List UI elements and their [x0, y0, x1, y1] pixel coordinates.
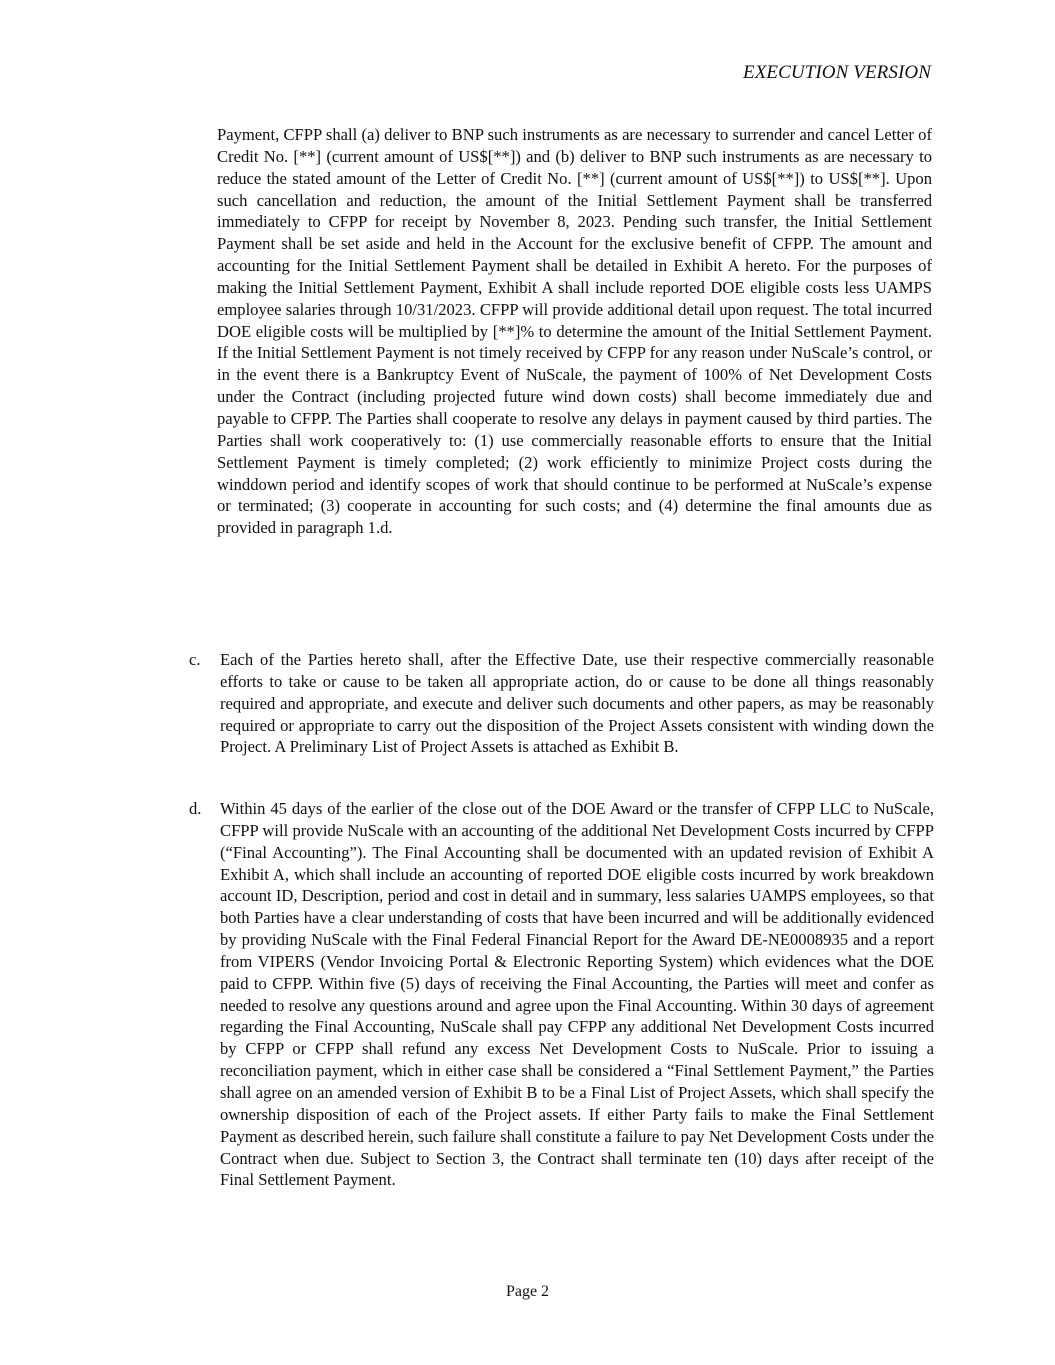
list-text-c: Each of the Parties hereto shall, after the Effective Date, use their respective commercially reasonable efforts to take or cause to be taken all appropriate action, do or cause to be done all things reasonably required and appropriate, and execute and deliver such documents and other papers, as may be reasonably required or appropriate to carry out the disposition of the Project Assets consistent with winding down the Project. A Preliminary List of Project Assets is attached as Exhibit B. — [220, 650, 934, 757]
page-number: Page 2 — [505, 1283, 550, 1300]
list-text-d: Within 45 days of the earlier of the close out of the DOE Award or the transfer of CFPP LLC to NuScale, CFPP will provide NuScale with an accounting of the additional Net Development Costs incurred by CFPP (“Final Accounting”). The Final Accounting shall be documented with an updated revision of Exhibit A Exhibit A, which shall include an accounting of reported DOE eligible costs incurred by work breakdown account ID, Description, period and cost in detail and in summary, less salaries UAMPS employees, so that both Parties have a clear understanding of costs that have been incurred and will be additionally evidenced by providing NuScale with the Final Federal Financial Report for the Award DE-NE0008935 and a report from VIPERS (Vendor Invoicing Portal & Electronic Reporting System) which evidences what the DOE paid to CFPP. Within five (5) days of receiving the Final Accounting, the Parties will meet and confer as needed to resolve any questions around and agree upon the Final Accounting. Within 30 days of agreement regarding the Final Accounting, NuScale shall pay CFPP any additional Net Development Costs incurred by CFPP or CFPP shall refund any excess Net Development Costs to NuScale. Prior to issuing a reconciliation payment, which in either case shall be considered a “Final Settlement Payment,” the Parties shall agree on an amended version of Exhibit B to be a Final List of Project Assets, which shall specify the ownership disposition of each of the Project assets. If either Party fails to make the Final Settlement Payment as described herein, such failure shall constitute a failure to pay Net Development Costs under the Contract when due. Subject to Section 3, the Contract shall terminate ten (10) days after receipt of the Final Settlement Payment. — [220, 799, 934, 1190]
continuation-paragraph: Payment, CFPP shall (a) deliver to BNP such instruments as are necessary to surrender and cancel Letter of Credit No. [**] (current amount of US$[**]) and (b) deliver to BNP such instruments as are necessary to reduce the stated amount of the Letter of Credit No. [**] (current amount of US$[**]) to US$[**]. Upon such cancellation and reduction, the amount of the Initial Settlement Payment shall be transferred immediately to CFPP for receipt by November 8, 2023. Pending such transfer, the Initial Settlement Payment shall be set aside and held in the Account for the exclusive benefit of CFPP. The amount and accounting for the Initial Settlement Payment shall be detailed in Exhibit A hereto. For the purposes of making the Initial Settlement Payment, Exhibit A shall include reported DOE eligible costs less UAMPS employee salaries through 10/31/2023. CFPP will provide additional detail upon request. The total incurred DOE eligible costs will be multiplied by [**]% to determine the amount of the Initial Settlement Payment. If the Initial Settlement Payment is not timely received by CFPP for any reason under NuScale’s control, or in the event there is a Bankruptcy Event of NuScale, the payment of 100% of Net Development Costs under the Contract (including projected future wind down costs) shall become immediately due and payable to CFPP. The Parties shall cooperate to resolve any delays in payment caused by third parties. The Parties shall work cooperatively to: (1) use commercially reasonable efforts to ensure that the Initial Settlement Payment is timely completed; (2) work efficiently to minimize Project costs during the winddown period and identify scopes of work that should continue to be performed at NuScale’s expense or terminated; (3) cooperate in accounting for such costs; and (4) determine the final amounts due as provided in paragraph 1.d. — [217, 125, 932, 538]
list-marker-d: d. — [189, 799, 202, 818]
execution-version-header: EXECUTION VERSION — [743, 62, 931, 83]
list-item-c — [189, 649, 934, 758]
list-marker-c: c. — [189, 650, 201, 669]
list-item-d — [189, 798, 934, 1191]
